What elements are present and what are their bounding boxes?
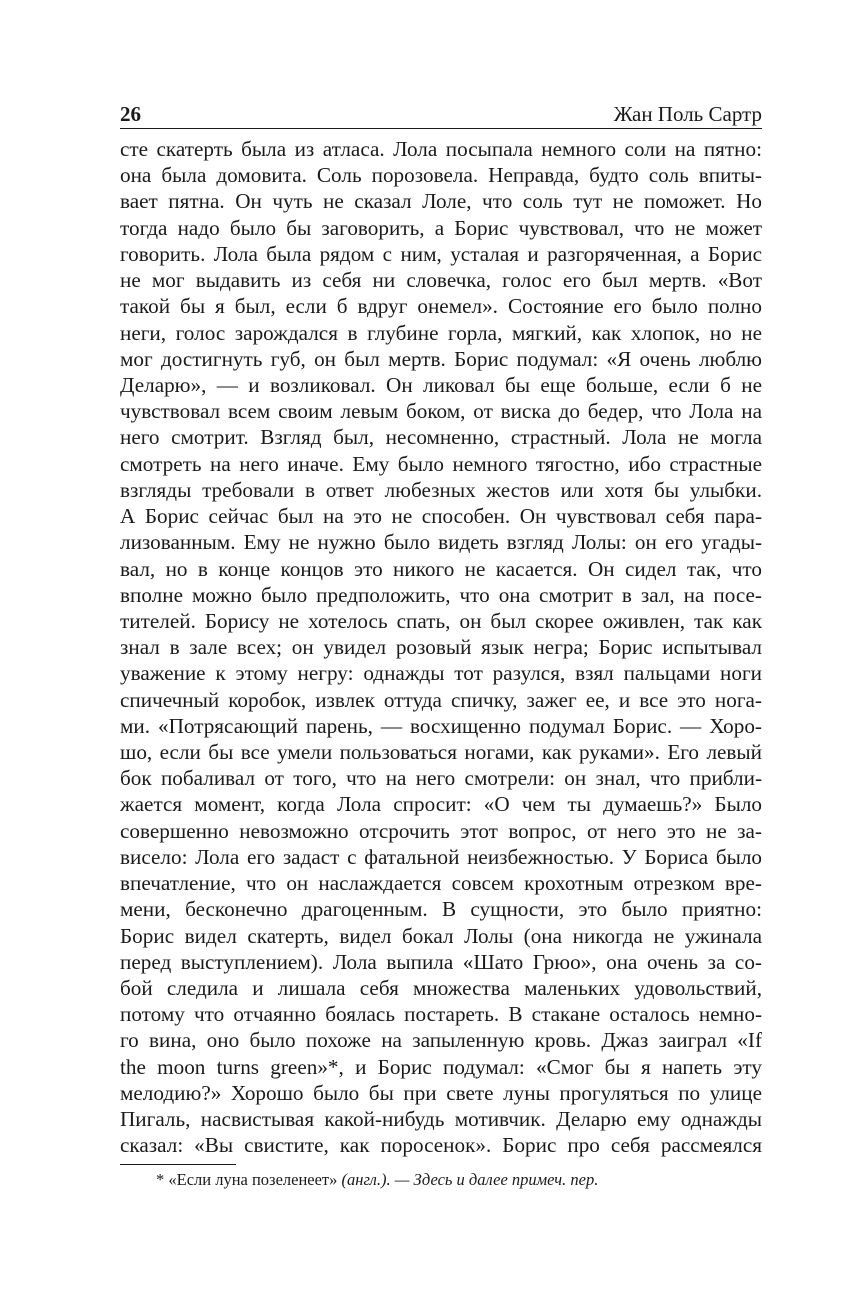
text-line: чувствовал всем своим левым боком, от виска до бедер, что Лола на — [120, 399, 762, 424]
text-line: А Борис сейчас был на это не способен. Он чувствовал себя пара- — [120, 504, 762, 529]
text-line: лизованным. Ему не нужно было видеть взгляд Лолы: он его угады- — [120, 530, 762, 555]
text-line: жается момент, когда Лола спросит: «О чем ты думаешь?» Было — [120, 792, 762, 817]
text-line: она была домовита. Соль порозовела. Неправда, будто соль впиты- — [120, 163, 762, 188]
text-line: перед выступлением). Лола выпила «Шато Грюо», она очень за со- — [120, 949, 762, 974]
text-line: ми. «Потрясающий парень, — восхищенно подумал Борис. — Хоро- — [120, 713, 762, 738]
text-line: вал, но в конце концов это никого не касается. Он сидел так, что — [120, 556, 762, 581]
text-line: неги, голос зарождался в глубине горла, мягкий, как хлопок, но не — [120, 320, 762, 345]
text-line: говорить. Лола была рядом с ним, усталая и разгоряченная, а Борис — [120, 241, 762, 266]
text-line: уважение к этому негру: однажды тот разулся, взял пальцами ноги — [120, 661, 762, 686]
footnote — [156, 1170, 598, 1190]
text-line: висело: Лола его задаст с фатальной неизбежностью. У Бориса было — [120, 844, 762, 869]
text-line: тителей. Борису не хотелось спать, он был скорее оживлен, так как — [120, 608, 762, 633]
footnote-rule — [120, 1164, 236, 1165]
text-line: сте скатерть была из атласа. Лола посыпала немного соли на пятно: — [120, 137, 762, 161]
text-line: мелодию?» Хорошо было бы при свете луны прогуляться по улице — [120, 1080, 762, 1105]
text-line: бок побаливал от того, что на него смотрели: он знал, что прибли- — [120, 766, 762, 791]
text-line: вает пятна. Он чуть не сказал Лоле, что соль тут не поможет. Но — [120, 189, 762, 214]
footnote-italic: (англ.). — Здесь и далее примеч. пер. — [341, 1170, 599, 1189]
text-line: мог достигнуть губ, он был мертв. Борис подумал: «Я очень люблю — [120, 346, 762, 371]
text-line: Деларю», — и возликовал. Он ликовал бы еще больше, если б не — [120, 372, 762, 397]
text-line: сказал: «Вы свистите, как поросенок». Борис про себя рассмеялся — [120, 1133, 762, 1158]
text-line: Борис видел скатерть, видел бокал Лолы (она никогда не ужинала — [120, 923, 762, 948]
text-line: смотреть на него иначе. Ему было немного тягостно, ибо страстные — [120, 451, 762, 476]
text-line: тогда надо было бы заговорить, а Борис чувствовал, что не может — [120, 215, 762, 240]
text-line: впечатление, что он наслаждается совсем крохотным отрезком вре- — [120, 871, 762, 896]
text-line: взгляды требовали в ответ любезных жестов или хотя бы улыбки. — [120, 477, 762, 502]
text-line: the moon turns green»*, и Борис подумал: «Смог бы я напеть эту — [120, 1054, 762, 1079]
header-rule — [120, 128, 762, 129]
text-line: не мог выдавить из себя ни словечка, голос его был мертв. «Вот — [120, 268, 762, 293]
text-line: бой следила и лишала себя множества маленьких удовольствий, — [120, 976, 762, 1000]
text-line: совершенно невозможно отсрочить этот вопрос, от него это не за- — [120, 818, 762, 843]
page-number: 26 — [120, 102, 141, 126]
text-line: знал в зале всех; он увидел розовый язык негра; Борис испытывал — [120, 635, 762, 660]
running-title: Жан Поль Сартр — [613, 102, 762, 126]
text-line: шо, если бы все умели пользоваться ногами, как руками». Его левый — [120, 740, 762, 765]
text-line: Пигаль, насвистывая какой-нибудь мотивчик. Деларю ему однажды — [120, 1107, 762, 1132]
text-line: потому что отчаянно боялась постареть. В стакане осталось немно- — [120, 1002, 762, 1027]
running-header — [120, 100, 762, 128]
text-line: него смотрит. Взгляд был, несомненно, страстный. Лола не могла — [120, 425, 762, 450]
text-line: мени, бесконечно драгоценным. В сущности, это было приятно: — [120, 897, 762, 922]
body-text — [120, 136, 762, 1159]
text-line: го вина, оно было похоже на запыленную кровь. Джаз заиграл «If — [120, 1028, 762, 1053]
text-line: вполне можно было предположить, что она смотрит в зал, на посе- — [120, 582, 762, 607]
text-line: спичечный коробок, извлек оттуда спичку, зажег ее, и все это нога- — [120, 687, 762, 712]
footnote-text: * «Если луна позеленеет» — [156, 1170, 338, 1189]
text-line: такой бы я был, если б вдруг онемел». Состояние его было полно — [120, 294, 762, 319]
